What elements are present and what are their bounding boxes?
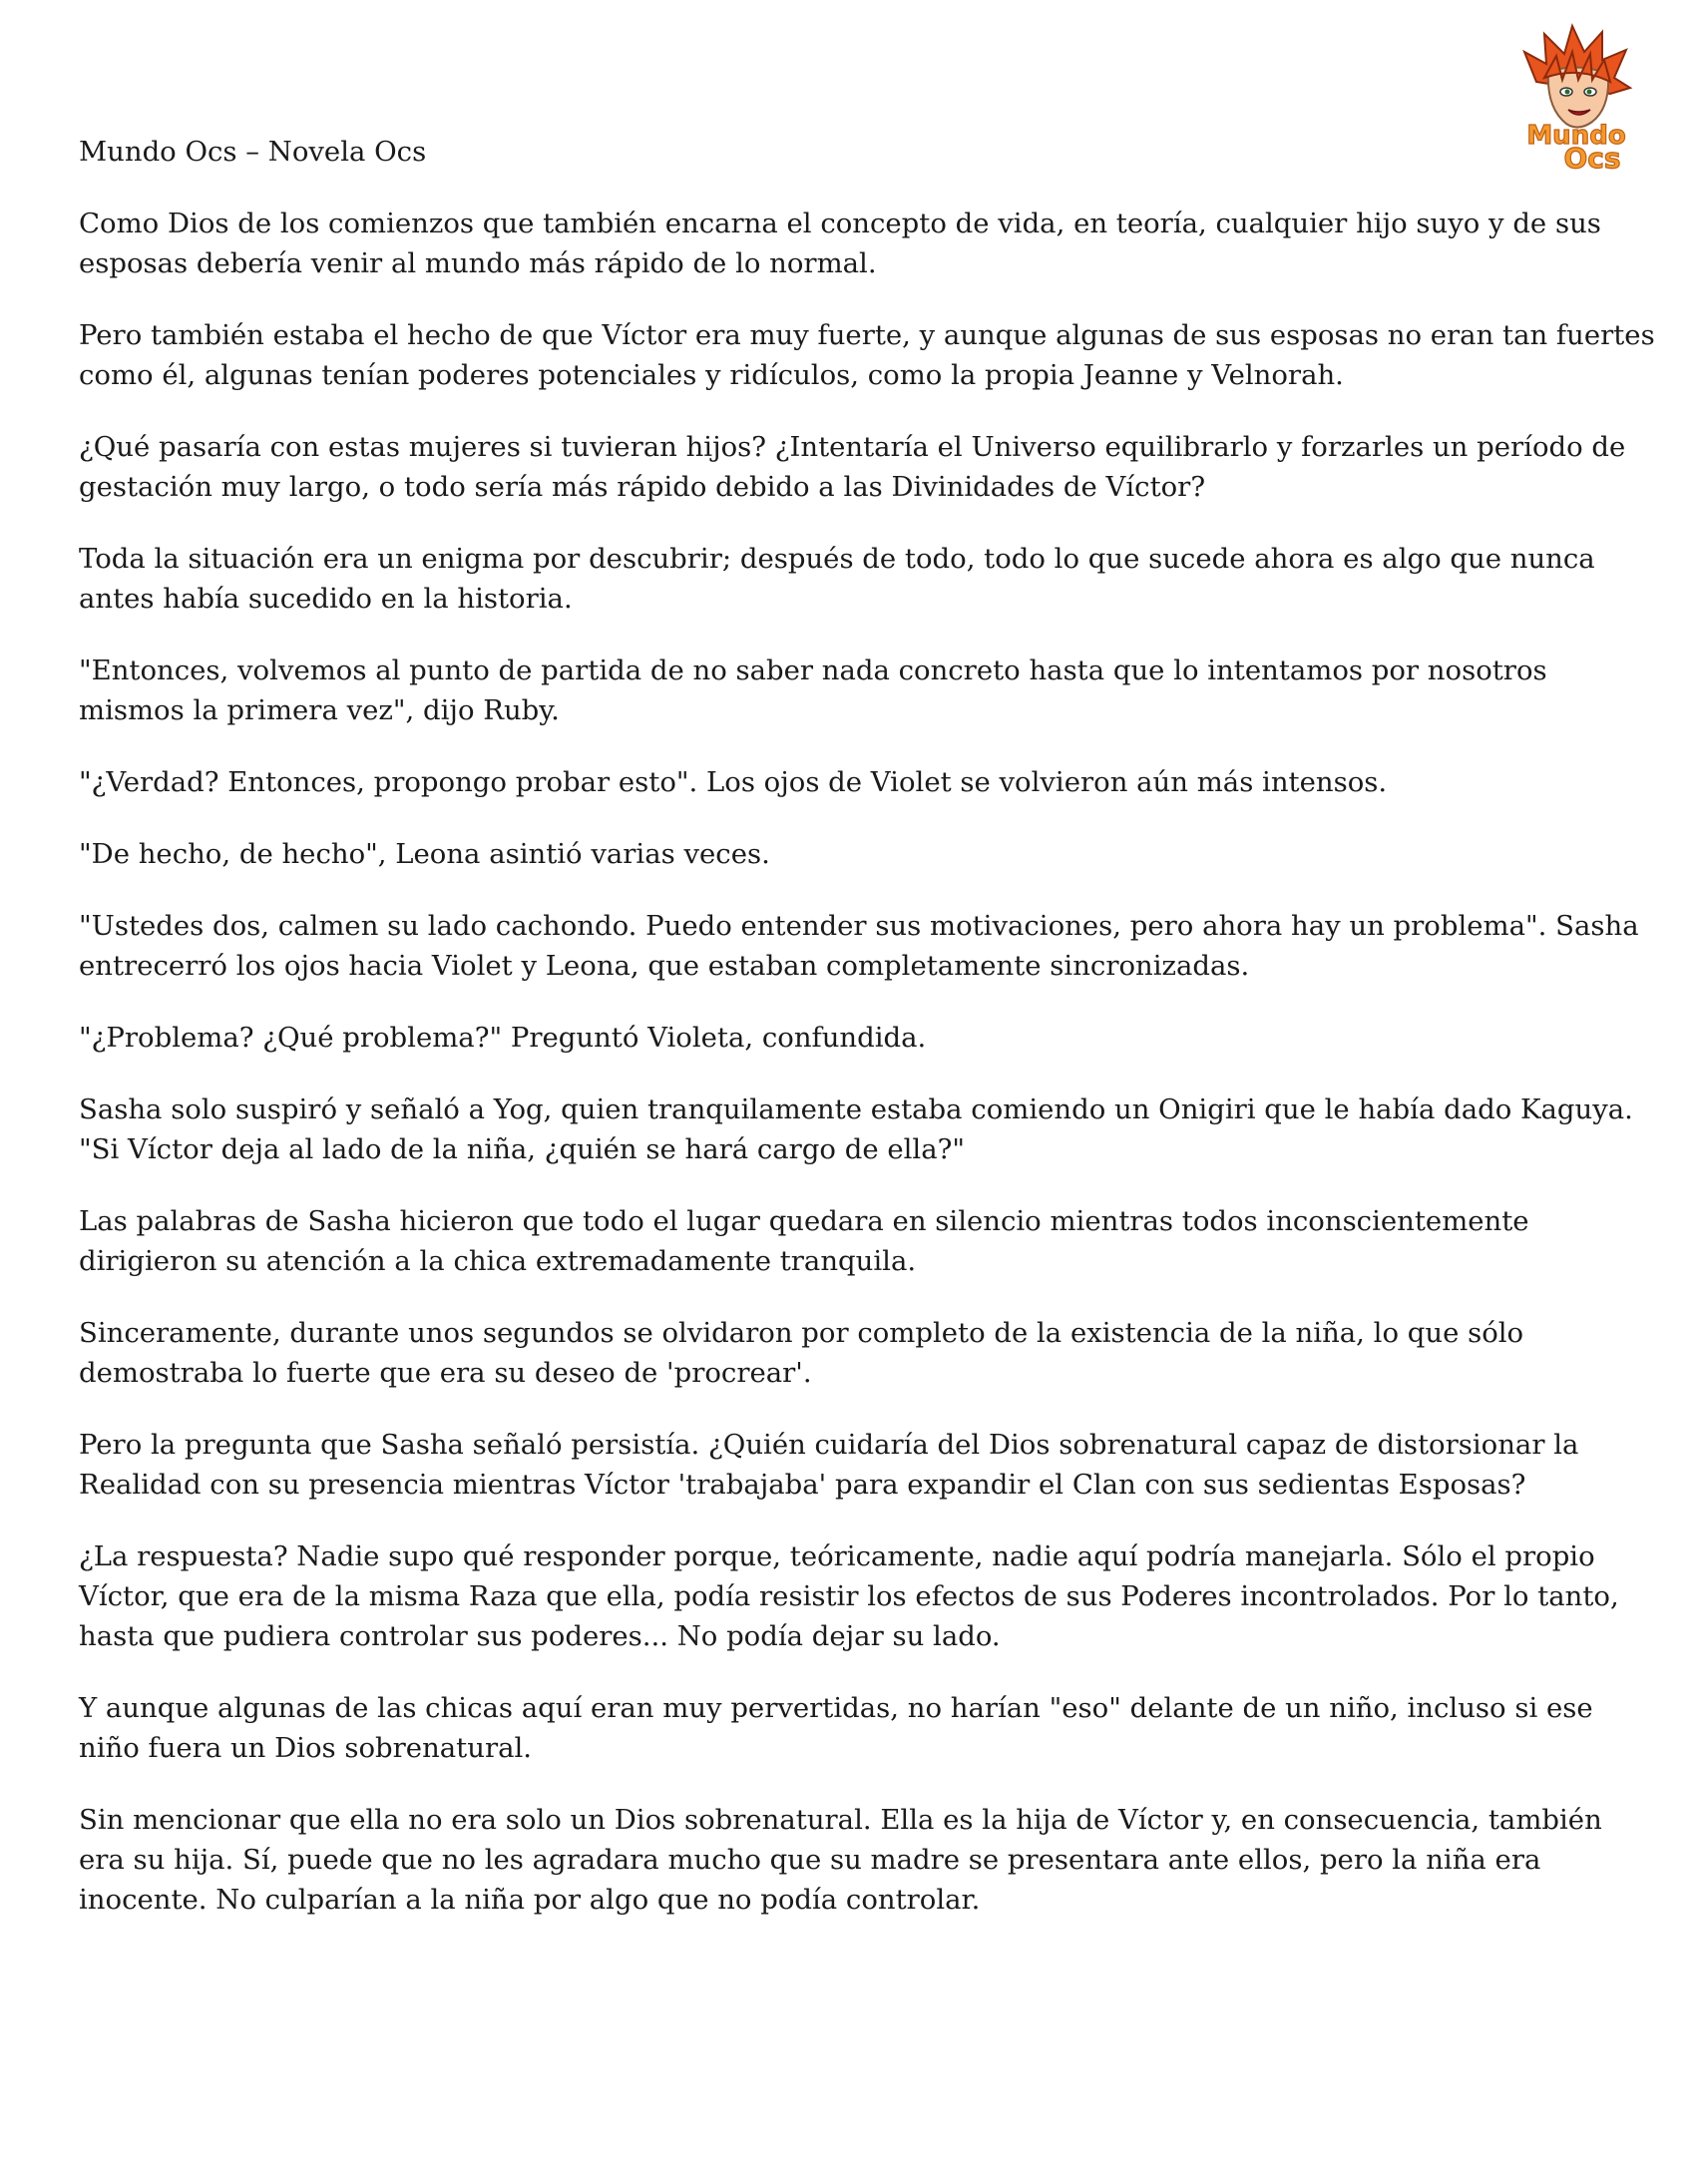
document-body: [79, 132, 1655, 1952]
logo-text-ocs: Ocs: [1563, 142, 1621, 172]
paragraph: Sinceramente, durante unos segundos se olvidaron por completo de la existencia de la niña, lo que sólo demostraba lo fuerte que era su deseo de 'procrear'.: [79, 1317, 1524, 1389]
paragraph: Pero la pregunta que Sasha señaló persistía. ¿Quién cuidaría del Dios sobrenatural capaz de distorsionar la Realidad con su presencia mientras Víctor 'trabajaba' para expandir el Clan con sus sedientas Esposas?: [79, 1429, 1579, 1501]
paragraph: "De hecho, de hecho", Leona asintió varias veces.: [79, 838, 770, 870]
logo-text-mundo: Mundo: [1526, 121, 1626, 151]
paragraph: Sin mencionar que ella no era solo un Dios sobrenatural. Ella es la hija de Víctor y, en consecuencia, también era su hija. Sí, puede que no les agradara mucho que su madre se presentara ante ellos, pero la niña era inocente. No culparían a la niña por algo que no podía controlar.: [79, 1804, 1602, 1916]
paragraph: "¿Verdad? Entonces, propongo probar esto". Los ojos de Violet se volvieron aún más intensos.: [79, 766, 1388, 798]
paragraph: ¿Qué pasaría con estas mujeres si tuvieran hijos? ¿Intentaría el Universo equilibrarlo y forzarles un período de gestación muy largo, o todo sería más rápido debido a las Divinidades de Víctor?: [79, 431, 1626, 503]
paragraph: ¿La respuesta? Nadie supo qué responder porque, teóricamente, nadie aquí podría manejarla. Sólo el propio Víctor, que era de la misma Raza que ella, podía resistir los efectos de sus Poderes incontrolados. Por lo tanto, hasta que pudiera controlar sus poderes... No podía dejar su lado.: [79, 1540, 1619, 1652]
paragraph: Sasha solo suspiró y señaló a Yog, quien tranquilamente estaba comiendo un Onigiri que le había dado Kaguya. "Si Víctor deja al lado de la niña, ¿quién se hará cargo de ella?": [79, 1093, 1633, 1165]
paragraph: Como Dios de los comienzos que también encarna el concepto de vida, en teoría, cualquier hijo suyo y de sus esposas debería venir al mundo más rápido de lo normal.: [79, 208, 1601, 279]
page-header: Mundo Ocs – Novela Ocs: [79, 136, 427, 168]
paragraph: Pero también estaba el hecho de que Víctor era muy fuerte, y aunque algunas de sus esposas no eran tan fuertes como él, algunas tenían poderes potenciales y ridículos, como la propia Jeanne y Velnorah.: [79, 319, 1655, 391]
paragraph: "Entonces, volvemos al punto de partida de no saber nada concreto hasta que lo intentamos por nosotros mismos la primera vez", dijo Ruby.: [79, 655, 1547, 726]
paragraph: Y aunque algunas de las chicas aquí eran muy pervertidas, no harían "eso" delante de un niño, incluso si ese niño fuera un Dios sobrenatural.: [79, 1692, 1593, 1764]
paragraph: Las palabras de Sasha hicieron que todo el lugar quedara en silencio mientras todos inconscientemente dirigieron su atención a la chica extremadamente tranquila.: [79, 1205, 1529, 1277]
paragraph: "¿Problema? ¿Qué problema?" Preguntó Violeta, confundida.: [79, 1022, 927, 1054]
paragraph: "Ustedes dos, calmen su lado cachondo. Puedo entender sus motivaciones, pero ahora hay un problema". Sasha entrecerró los ojos hacia Violet y Leona, que estaban completamente sincronizadas.: [79, 910, 1639, 982]
paragraph: Toda la situación era un enigma por descubrir; después de todo, todo lo que sucede ahora es algo que nunca antes había sucedido en la historia.: [79, 543, 1595, 615]
